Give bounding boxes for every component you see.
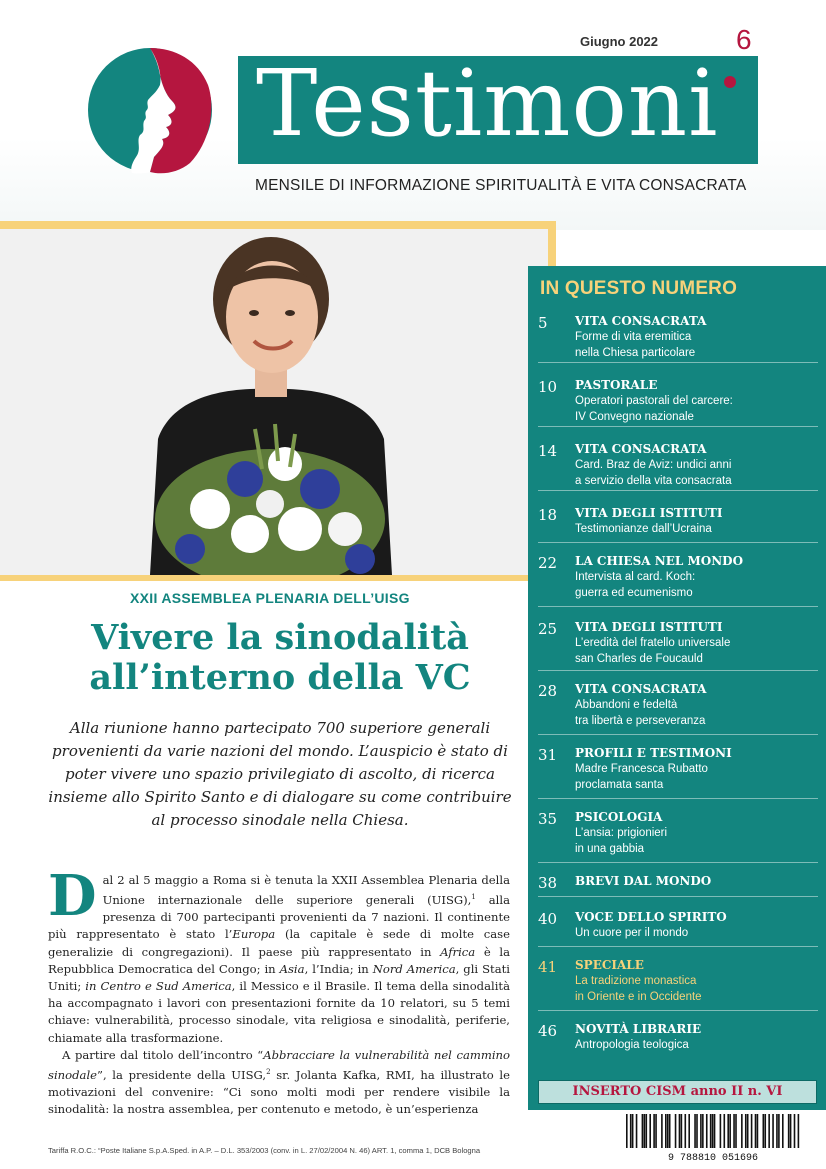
text-run: , l’India; in	[304, 961, 373, 976]
headline-line-1: Vivere la sinodalità	[91, 617, 469, 658]
article-lead: Alla riunione hanno partecipato 700 superiore generali provenienti da varie nazioni del mondo. L’auspicio è stato di poter vivere uno spazio privilegiato di ascolto, di ricerca insieme allo Spirito Santo e di dialogare su come contribuire al processo sinodale nella Chiesa.	[48, 719, 512, 829]
toc-page-number: 35	[538, 810, 558, 828]
text-run: Europa	[232, 927, 276, 942]
barcode-bar	[688, 1114, 690, 1148]
toc-category: NOVITÀ LIBRARIE	[575, 1022, 702, 1036]
barcode-icon	[618, 1112, 808, 1162]
toc-description: Antropologia teologica	[575, 1039, 689, 1051]
toc-page-number: 40	[538, 910, 558, 928]
text-run: Asia	[279, 961, 305, 976]
toc-page-number: 31	[538, 746, 558, 764]
toc-category: VITA DEGLI ISTITUTI	[575, 620, 723, 634]
barcode-bar	[685, 1114, 687, 1148]
barcode-bar	[772, 1114, 774, 1148]
barcode-bar	[747, 1114, 749, 1148]
toc-description: L’eredità del fratello universale san Charles de Foucauld	[575, 637, 731, 665]
toc-description: L’ansia: prigionieri in una gabbia	[575, 827, 668, 855]
barcode-bar	[745, 1114, 747, 1148]
barcode-bar	[724, 1114, 726, 1148]
barcode-digits: 9 788810 051696	[667, 1153, 759, 1162]
barcode-bar	[790, 1114, 792, 1148]
toc-description: La tradizione monastica in Oriente e in Occidente	[575, 975, 702, 1003]
toc-page-number: 28	[538, 682, 558, 700]
toc-description: Madre Francesca Rubatto proclamata santa	[575, 763, 708, 791]
barcode-bar	[681, 1114, 683, 1148]
toc-description: Abbandoni e fedeltà tra libertà e perseveranza	[575, 699, 706, 727]
toc-divider	[538, 896, 818, 897]
toc-category: LA CHIESA NEL MONDO	[575, 554, 744, 568]
toc-category: VITA CONSACRATA	[575, 682, 707, 696]
barcode-bar	[696, 1114, 698, 1148]
text-run: ”, la presidente della UISG,	[97, 1067, 267, 1082]
barcode-bar	[782, 1114, 784, 1148]
portrait-image	[0, 229, 548, 575]
toc-divider	[538, 670, 818, 671]
toc-page-number: 18	[538, 506, 558, 524]
toc-page-number: 10	[538, 378, 558, 396]
masthead-title: Testimoni	[256, 50, 719, 157]
barcode-bar	[727, 1114, 729, 1148]
dropcap: D	[48, 863, 97, 929]
toc-category: VITA CONSACRATA	[575, 442, 707, 456]
barcode-bar	[714, 1114, 716, 1148]
cover-photo	[0, 229, 548, 575]
barcode-bar	[706, 1114, 708, 1148]
toc-page-number: 14	[538, 442, 558, 460]
barcode-bar	[653, 1114, 655, 1148]
barcode-bar	[735, 1114, 737, 1148]
barcode-bar	[794, 1114, 796, 1148]
barcode-bar	[632, 1114, 634, 1148]
text-run: alla presenza di 700 partecipanti provenienti da 7 nazioni. Il continente più rappresentato è stato l’	[48, 893, 510, 942]
toc-page-number: 22	[538, 554, 558, 572]
barcode-bar	[720, 1114, 722, 1148]
text-run: Africa	[440, 944, 476, 959]
barcode-bar	[798, 1114, 800, 1148]
barcode-bar	[776, 1114, 778, 1148]
postal-note: Tariffa R.O.C.: “Poste Italiane S.p.A.Sped. in A.P. – D.L. 353/2003 (conv. in L. 27/02/2004 N. 46) ART. 1, comma 1, DCB Bologna	[48, 1146, 481, 1155]
barcode-bar	[679, 1114, 681, 1148]
masthead-subtitle: MENSILE DI INFORMAZIONE SPIRITUALITÀ E VITA CONSACRATA	[255, 177, 747, 194]
barcode-bar	[755, 1114, 757, 1148]
toc-category: PASTORALE	[575, 378, 658, 392]
article-kicker: XXII ASSEMBLEA PLENARIA DELL’UISG	[130, 590, 410, 606]
toc-page-number: 5	[538, 314, 548, 332]
toc-page-number: 38	[538, 874, 558, 892]
barcode-bar	[675, 1114, 677, 1148]
barcode-bar	[712, 1114, 714, 1148]
barcode-bar	[710, 1114, 712, 1148]
footnote-ref: 1	[471, 893, 476, 902]
text-run: Abbracciare la vulnerabilità nel cammino sinodale	[48, 1047, 511, 1082]
article-headline	[20, 618, 540, 698]
barcode-bar	[646, 1114, 648, 1148]
body-paragraph-1	[48, 863, 511, 1047]
barcode-bar	[661, 1114, 663, 1148]
toc-divider	[538, 426, 818, 427]
barcode-bar	[733, 1114, 735, 1148]
barcode-bar	[763, 1114, 765, 1148]
headline-line-2: all’interno della VC	[89, 657, 471, 698]
toc-divider	[538, 1010, 818, 1011]
barcode-bar	[702, 1114, 704, 1148]
toc-category: VOCE DELLO SPIRITO	[575, 910, 727, 924]
toc-description: Forme di vita eremitica nella Chiesa particolare	[575, 331, 696, 359]
text-run: in Centro e Sud America	[85, 979, 232, 994]
toc-divider	[538, 862, 818, 863]
footnote-ref: 2	[266, 1068, 271, 1077]
barcode-bar	[636, 1114, 638, 1148]
toc-sidebar	[528, 266, 826, 1110]
barcode-bar	[778, 1114, 780, 1148]
barcode-bar	[630, 1114, 632, 1148]
text-run: , il Messico e il Brasile. Il tema della sinodalità ha accompagnato i lavori con presentazioni fornite da 10 relatori, su 5 temi chiave: vulnerabilità, processo sinodale, vita religiosa e sinodalità, periferie, chiamate alla trasformazione.	[48, 979, 511, 1045]
text-run: al 2 al 5 maggio a Roma si è tenuta la XXII Assemblea Plenaria della Unione internazionale delle superiore generali (UISG),	[102, 873, 510, 908]
text-run: , gli Stati Uniti;	[48, 961, 510, 994]
toc-description: Intervista al card. Koch: guerra ed ecumenismo	[575, 571, 696, 599]
text-run: A partire dal titolo dell’incontro “	[62, 1047, 264, 1062]
toc-divider	[538, 734, 818, 735]
article-body	[48, 863, 511, 1119]
text-run: (la capitale è sede di molte case generalizie di congregazioni). Il paese più rappresentato in	[48, 927, 510, 959]
toc-category: PROFILI E TESTIMONI	[575, 746, 732, 760]
toc-page-number: 25	[538, 620, 558, 638]
insert-label: INSERTO CISM anno II n. VI	[572, 1084, 783, 1099]
toc-category: SPECIALE	[575, 958, 644, 972]
masthead-dot	[724, 76, 736, 88]
text-run: è la Repubblica Democratica del Congo; in	[48, 944, 510, 976]
issue-number: 6	[736, 24, 752, 55]
toc-divider	[538, 798, 818, 799]
barcode-bar	[768, 1114, 770, 1148]
barcode-bar	[788, 1114, 790, 1148]
barcode-bar	[764, 1114, 766, 1148]
barcode-bar	[626, 1114, 628, 1148]
barcode-bar	[642, 1114, 644, 1148]
toc-divider	[538, 606, 818, 607]
text-run: Nord America	[372, 961, 456, 976]
barcode-bar	[644, 1114, 646, 1148]
toc-page-number: 41	[538, 958, 558, 976]
barcode-bar	[669, 1114, 671, 1148]
barcode-bar	[649, 1114, 651, 1148]
toc-category: VITA DEGLI ISTITUTI	[575, 506, 723, 520]
text-run: sr. Jolanta Kafka, RMI, ha illustrato le motivazioni del convenire: “Ci sono molti modi per rendere visibile la sinodalità: la nostra assemblea, per contenuto e metodo, è un’esperienza	[48, 1067, 510, 1117]
barcode-bar	[665, 1114, 667, 1148]
barcode-bar	[667, 1114, 669, 1148]
barcode-bar	[751, 1114, 753, 1148]
barcode-bar	[741, 1114, 743, 1148]
body-paragraph-2	[48, 1047, 510, 1119]
toc-description: Testimonianze dall’Ucraina	[575, 523, 712, 535]
barcode-bar	[655, 1114, 657, 1148]
insert-box	[538, 1080, 817, 1104]
toc-description: Operatori pastorali del carcere: IV Convegno nazionale	[575, 395, 733, 423]
barcode-bar	[729, 1114, 731, 1148]
toc-category: PSICOLOGIA	[575, 810, 663, 824]
barcode-bar	[757, 1114, 759, 1148]
toc-category: VITA CONSACRATA	[575, 314, 707, 328]
profiles-logo	[80, 45, 220, 175]
toc-page-number: 46	[538, 1022, 558, 1040]
masthead	[238, 50, 758, 164]
toc-divider	[538, 362, 818, 363]
barcode-bar	[700, 1114, 702, 1148]
issue-date: Giugno 2022	[580, 34, 659, 49]
barcode-bar	[694, 1114, 696, 1148]
toc-category: BREVI DAL MONDO	[575, 874, 712, 888]
toc-description: Card. Braz de Aviz: undici anni a servizio della vita consacrata	[575, 459, 732, 487]
toc-divider	[538, 946, 818, 947]
toc-divider	[538, 490, 818, 491]
toc-description: Un cuore per il mondo	[575, 927, 689, 939]
toc-title: IN QUESTO NUMERO	[540, 278, 738, 299]
toc-divider	[538, 542, 818, 543]
